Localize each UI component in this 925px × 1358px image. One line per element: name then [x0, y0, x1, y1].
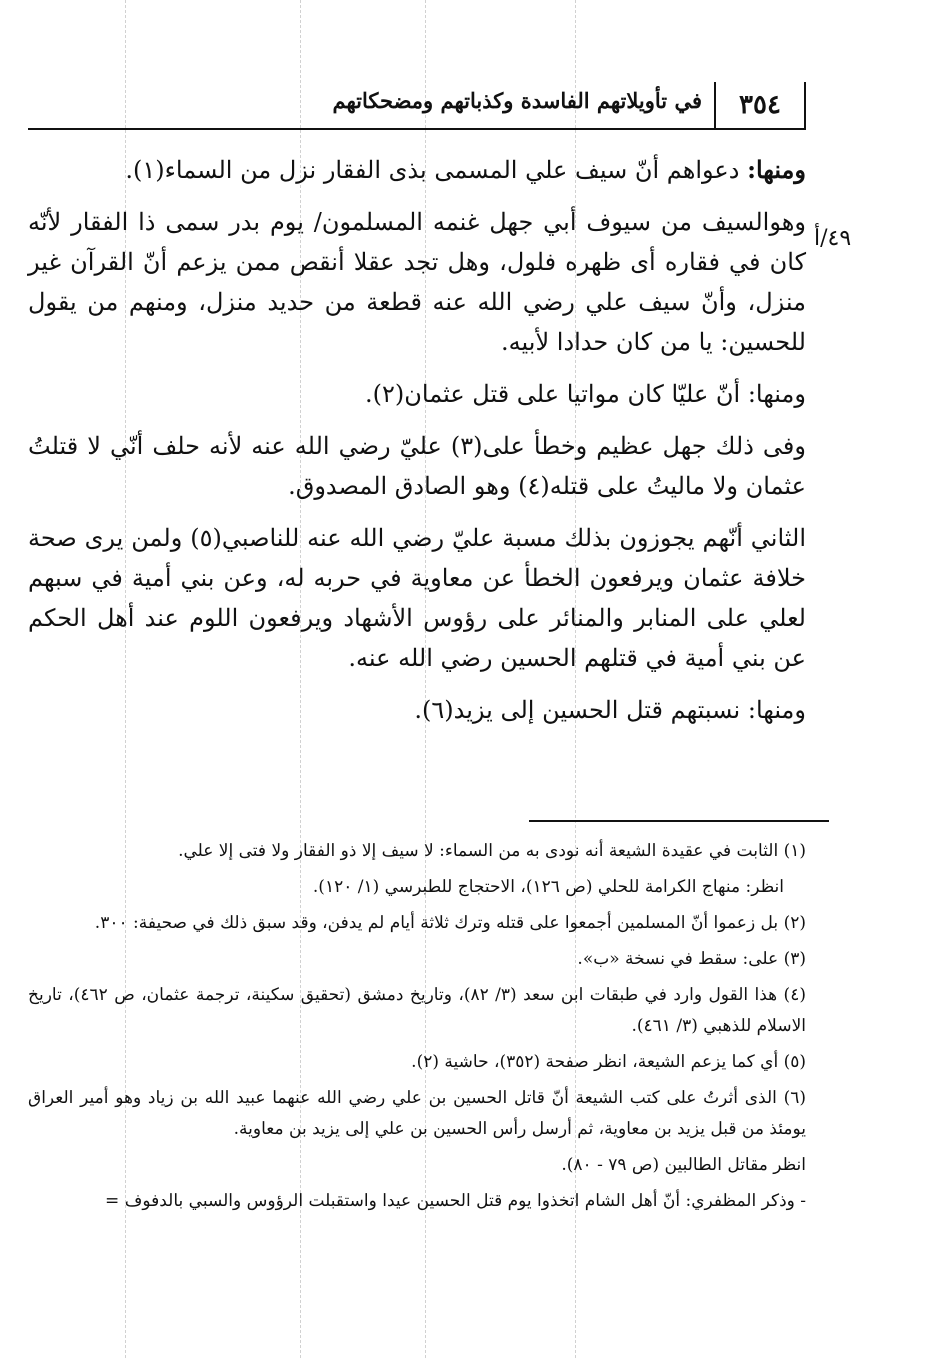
footnote-1: (١) الثابت في عقيدة الشيعة أنه نودى به من السماء: لا سيف إلا ذو الفقار ولا فتى إلا علي.: [178, 841, 806, 861]
page-number: ٣٥٤: [714, 82, 806, 128]
main-text: [28, 150, 806, 730]
footnote-6: (٦) الذى أثرتُ على كتب الشيعة أنّ قاتل الحسين بن علي رضي الله عنهما عبيد الله بن زياد وهو أمير العراق يومئذ من قبل يزيد بن معاوية، ثم أرسل رأس الحسين بن علي إلى يزيد بن معاوية.: [28, 1088, 806, 1139]
footnote-5: (٥) أي كما يزعم الشيعة، انظر صفحة (٣٥٢)، حاشية (٢).: [411, 1052, 806, 1072]
footnote-3: (٣) على: سقط في نسخة «ب».: [577, 949, 806, 969]
footnote-separator: [529, 820, 829, 822]
page-header: [28, 82, 806, 130]
paragraph-text: دعواهم أنّ سيف علي المسمى بذى الفقار نزل من السماء(١).: [125, 156, 740, 184]
paragraph-4: وفى ذلك جهل عظيم وخطأ على(٣) عليّ رضي الله عنه لأنه حلف أنّي لا قتلتُ عثمان ولا ماليتُ على قتله(٤) وهو الصادق المصدوق.: [28, 432, 806, 500]
running-title: في تأويلاتهم الفاسدة وكذباتهم ومضحكاتهم: [332, 88, 702, 113]
footnotes: [28, 836, 806, 1222]
footnote-6-reference: انظر مقاتل الطالبين (ص ٧٩ - ٨٠).: [561, 1155, 806, 1175]
paragraph-5: الثاني أنّهم يجوزون بذلك مسبة عليّ رضي الله عنه للناصبي(٥) ولمن يرى صحة خلافة عثمان ويرفعون الخطأ عن معاوية في حربه له، وعن بني أمية في سبهم لعلي على المنابر والمنائر على رؤوس الأشهاد ويرفعون اللوم عند أهل الحكم عن بني أمية في قتلهم الحسين رضي الله عنه.: [28, 524, 806, 672]
margin-folio-note: ٤٩/أ: [814, 226, 852, 251]
paragraph-3: ومنها: أنّ عليّا كان مواتيا على قتل عثمان(٢).: [365, 380, 806, 408]
footnote-6-continuation: - وذكر المظفري: أنّ أهل الشام اتخذوا يوم قتل الحسين عيدا واستقبلت الرؤوس والسبي بالدفوف =: [105, 1191, 806, 1211]
footnote-1-reference: انظر: منهاج الكرامة للحلي (ص ١٢٦)، الاحتجاج للطبرسي (١/ ١٢٠).: [312, 877, 784, 897]
footnote-2: (٢) بل زعموا أنّ المسلمين أجمعوا على قتله وترك ثلاثة أيام لم يدفن، وقد سبق ذلك في صحيفة: ٣٠٠.: [94, 913, 806, 933]
paragraph-1: [28, 150, 806, 190]
paragraph-2: وهوالسيف من سيوف أبي جهل غنمه المسلمون/ يوم بدر سمى ذا الفقار لأنّه كان في فقاره أى ظهره فلول، وهل تجد عقلا أنقص ممن يزعم أنّ القرآن غير منزل، وأنّ سيف علي رضي الله عنه قطعة من حديد منزل، ومنهم من يقول للحسين: يا من كان حدادا لأبيه.: [28, 208, 806, 356]
paragraph-6: ومنها: نسبتهم قتل الحسين إلى يزيد(٦).: [414, 696, 806, 724]
paragraph-lead: ومنها:: [747, 155, 806, 184]
footnote-4: (٤) هذا القول وارد في طبقات ابن سعد (٣/ ٨٢)، وتاريخ دمشق (تحقيق سكينة، ترجمة عثمان، ص ٤٦٢)، تاريخ الاسلام للذهبي (٣/ ٤٦١).: [28, 985, 806, 1036]
